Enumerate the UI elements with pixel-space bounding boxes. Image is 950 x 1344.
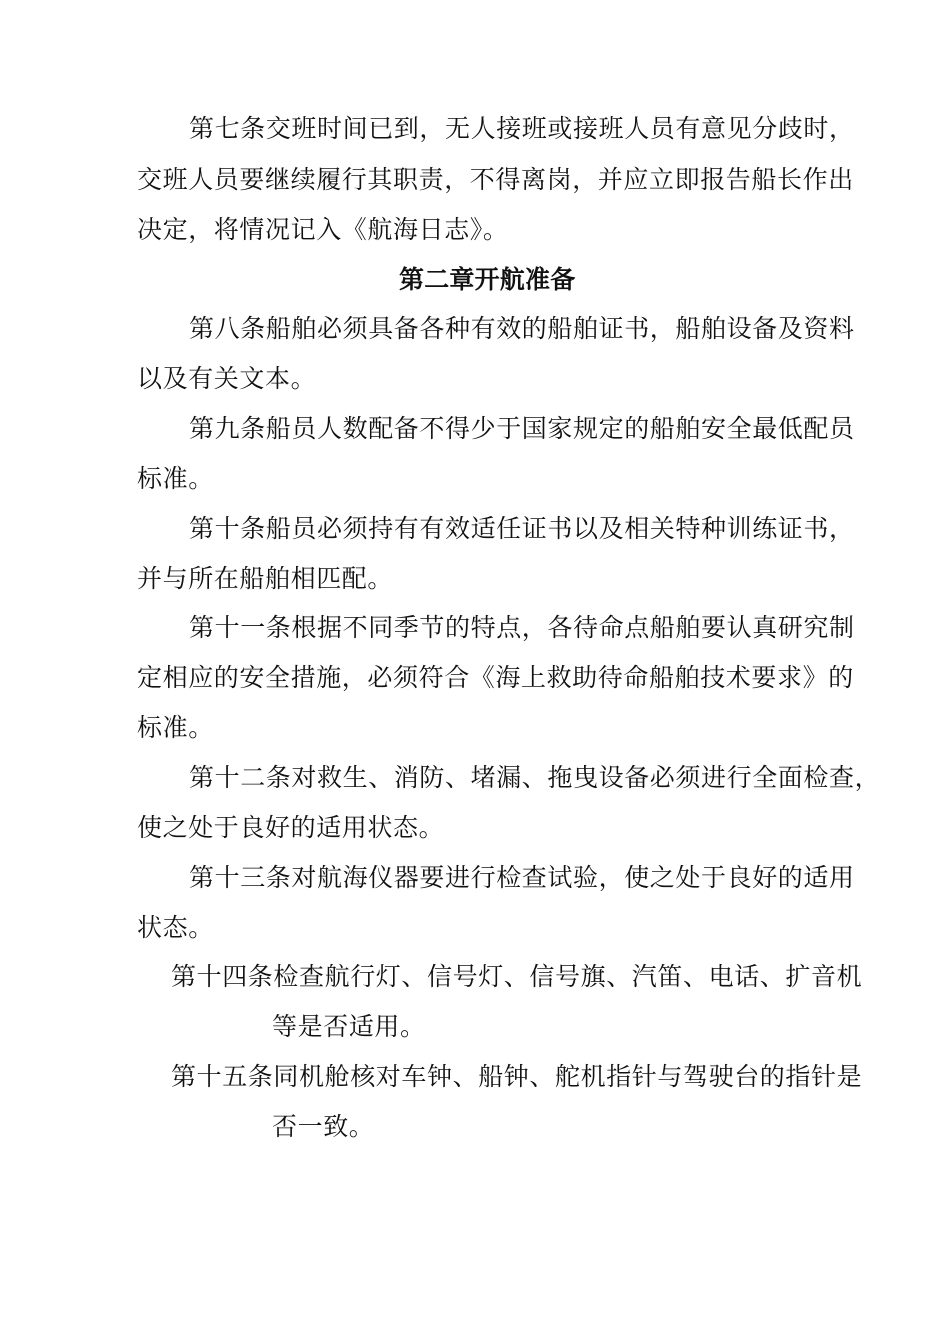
- article-8-line-2: 以及有关文本。: [137, 364, 317, 393]
- article-13-line-1: 第十三条对航海仪器要进行检查试验，使之处于良好的适用: [189, 863, 855, 892]
- article-9-line-2: 标准。: [137, 464, 214, 493]
- article-15-line-1: 第十五条同机舱核对车钟、船钟、舵机指针与驾驶台的指针是: [171, 1062, 863, 1091]
- article-12-line-2: 使之处于良好的适用状态。: [137, 813, 445, 842]
- article-11-line-2: 定相应的安全措施，必须符合《海上救助待命船舶技术要求》的: [137, 663, 854, 692]
- article-12-line-1: 第十二条对救生、消防、堵漏、拖曳设备必须进行全面检查，: [189, 763, 881, 792]
- article-7-line-3: 决定，将情况记入《航海日志》。: [137, 215, 509, 244]
- article-13-line-2: 状态。: [137, 913, 214, 942]
- article-7-line-2: 交班人员要继续履行其职责，不得离岗，并应立即报告船长作出: [137, 165, 854, 194]
- article-14-line-2: 等是否适用。: [272, 1012, 426, 1041]
- article-11-line-3: 标准。: [137, 713, 214, 742]
- article-15-line-2: 否一致。: [272, 1112, 375, 1141]
- chapter-2-heading: 第二章开航准备: [399, 265, 576, 294]
- article-14-line-1: 第十四条检查航行灯、信号灯、信号旗、汽笛、电话、扩音机: [171, 962, 863, 991]
- article-11-line-1: 第十一条根据不同季节的特点，各待命点船舶要认真研究制: [189, 613, 855, 642]
- article-10-line-2: 并与所在船舶相匹配。: [137, 564, 394, 593]
- article-7-line-1: 第七条交班时间已到，无人接班或接班人员有意见分歧时，: [189, 114, 855, 143]
- article-10-line-1: 第十条船员必须持有有效适任证书以及相关特种训练证书，: [189, 514, 855, 543]
- article-9-line-1: 第九条船员人数配备不得少于国家规定的船舶安全最低配员: [189, 414, 855, 443]
- article-8-line-1: 第八条船舶必须具备各种有效的船舶证书，船舶设备及资料: [189, 314, 855, 343]
